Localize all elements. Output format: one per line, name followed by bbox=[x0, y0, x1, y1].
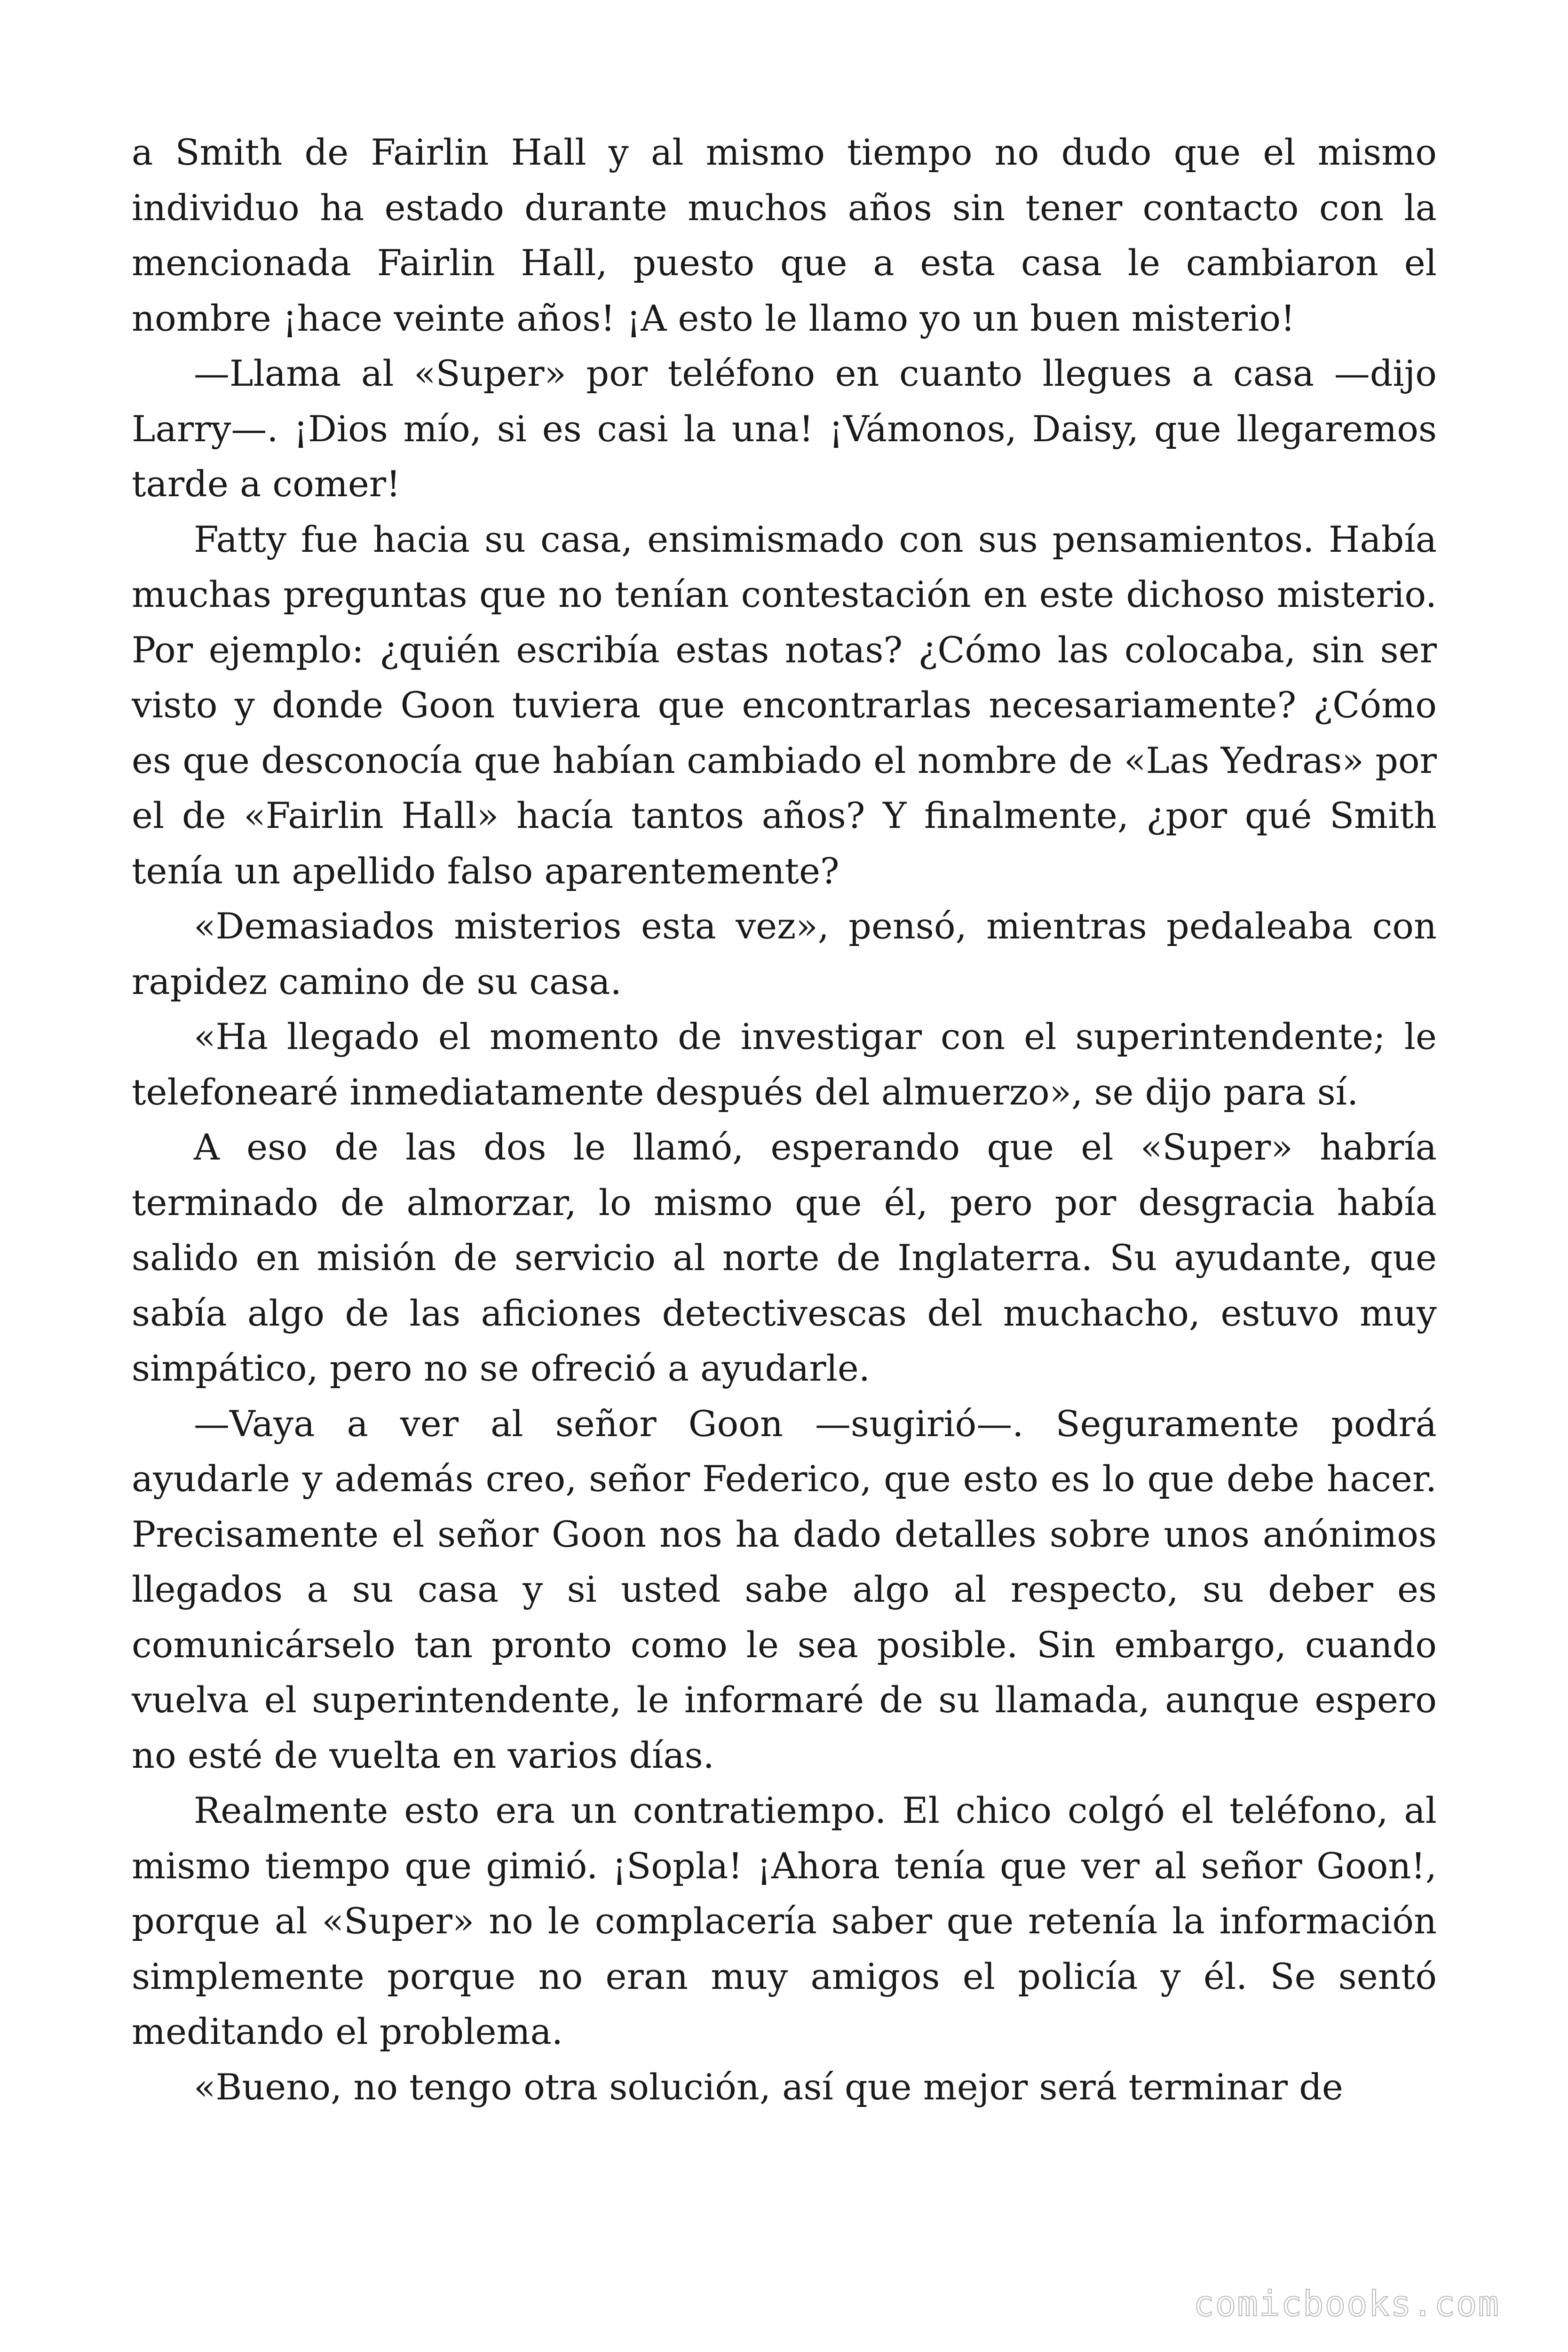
paragraph-3: Fatty fue hacia su casa, ensimismado con sus pensamientos. Había muchas preguntas que no tenían contestación en este dichoso misterio. Por ejemplo: ¿quién escribía estas notas? ¿Cómo las colocaba, sin ser visto y donde Goon tuviera que encontrarlas necesariamente? ¿Cómo es que desconocía que habían cambiado el nombre de «Las Yedras» por el de «Fairlin Hall» hacía tantos años? Y finalmente, ¿por qué Smith tenía un apellido falso aparentemente? bbox=[132, 518, 1437, 892]
watermark-text: comicbooks.com bbox=[1193, 2284, 1500, 2324]
paragraph-6: A eso de las dos le llamó, esperando que el «Super» habría terminado de almorzar, lo mismo que él, pero por desgracia había salido en misión de servicio al norte de Inglaterra. Su ayudante, que sabía algo de las aficiones detectivescas del muchacho, estuvo muy simpático, pero no se ofreció a ayudarle. bbox=[132, 1126, 1437, 1389]
paragraph-7: —Vaya a ver al señor Goon —sugirió—. Seguramente podrá ayudarle y además creo, señor Federico, que esto es lo que debe hacer. Precisamente el señor Goon nos ha dado detalles sobre unos anónimos llegados a su casa y si usted sabe algo al respecto, su deber es comunicárselo tan pronto como le sea posible. Sin embargo, cuando vuelva el superintendente, le informaré de su llamada, aunque espero no esté de vuelta en varios días. bbox=[132, 1402, 1437, 1776]
paragraph-2: —Llama al «Super» por teléfono en cuanto llegues a casa —dijo Larry—. ¡Dios mío, si es casi la una! ¡Vámonos, Daisy, que llegaremos tarde a comer! bbox=[132, 352, 1437, 505]
paragraph-5: «Ha llegado el momento de investigar con el superintendente; le telefonearé inmediatamente después del almuerzo», se dijo para sí. bbox=[132, 1016, 1437, 1113]
body-text bbox=[132, 125, 1437, 2114]
paragraph-8: Realmente esto era un contratiempo. El chico colgó el teléfono, al mismo tiempo que gimió. ¡Sopla! ¡Ahora tenía que ver al señor Goon!, porque al «Super» no le complacería saber que retenía la información simplemente porque no eran muy amigos el policía y él. Se sentó meditando el problema. bbox=[132, 1789, 1437, 2052]
paragraph-1: a Smith de Fairlin Hall y al mismo tiempo no dudo que el mismo individuo ha estado durante muchos años sin tener contacto con la mencionada Fairlin Hall, puesto que a esta casa le cambiaron el nombre ¡hace veinte años! ¡A esto le llamo yo un buen misterio! bbox=[132, 131, 1437, 339]
paragraph-9: «Bueno, no tengo otra solución, así que mejor será terminar de bbox=[194, 2066, 1343, 2108]
paragraph-4: «Demasiados misterios esta vez», pensó, mientras pedaleaba con rapidez camino de su casa. bbox=[132, 905, 1437, 1002]
